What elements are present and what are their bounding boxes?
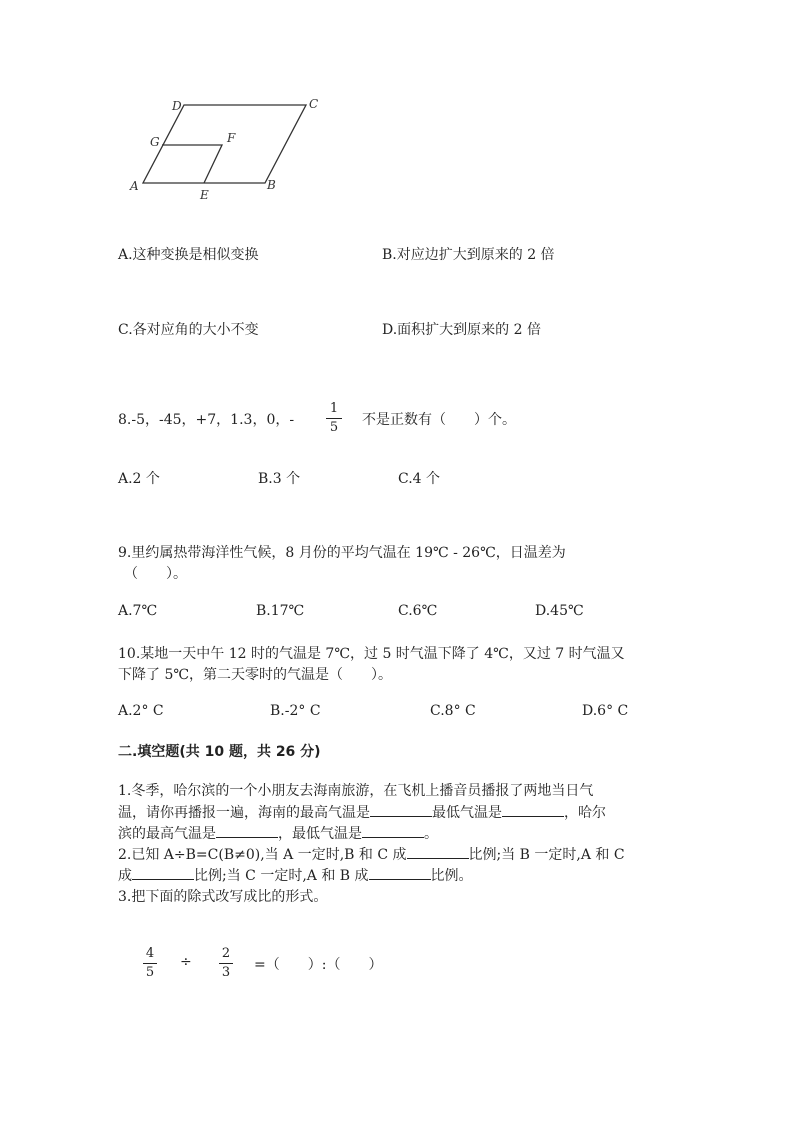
f1-line2 (118, 802, 606, 822)
q8-option-b[interactable]: B.3 个 (258, 471, 301, 487)
q8-frac-numerator: 1 (329, 401, 339, 416)
q10-option-d[interactable]: D.6° C (582, 703, 629, 719)
q10-line1: 10.某地一天中午 12 时的气温是 7℃，过 5 时气温下降了 4℃，又过 7 时气温又 (118, 646, 625, 662)
q9-option-c[interactable]: C.6℃ (398, 603, 438, 619)
f2-line2-text-c: 比例。 (430, 868, 473, 884)
q9-option-a[interactable]: A.7℃ (118, 603, 158, 619)
q8-option-c[interactable]: C.4 个 (398, 471, 441, 487)
f3-divide-sign: ÷ (180, 954, 192, 970)
answer-blank[interactable] (502, 804, 564, 817)
answer-blank[interactable] (362, 825, 424, 838)
f3-frac1-numerator: 4 (145, 946, 155, 961)
f1-line3-text-c: 。 (424, 826, 438, 842)
f3-frac2-denominator: 3 (221, 965, 231, 980)
label-a: A (130, 179, 139, 193)
q7-option-a[interactable]: A.这种变换是相似变换 (118, 247, 259, 263)
q10-option-c[interactable]: C.8° C (430, 703, 476, 719)
q7-option-c[interactable]: C.各对应角的大小不变 (118, 322, 259, 338)
answer-blank[interactable] (370, 804, 432, 817)
label-e: E (200, 188, 209, 202)
parallelogram-abcd (143, 105, 306, 183)
f1-line3-text-a: 滨的最高气温是 (118, 826, 216, 842)
f2-line2-text-b: 比例;当 C 一定时,A 和 B 成 (194, 868, 369, 884)
label-b: B (267, 178, 276, 192)
f1-line1: 1.冬季，哈尔滨的一个小朋友去海南旅游，在飞机上播音员播报了两地当日气 (118, 783, 594, 799)
q9-option-b[interactable]: B.17℃ (256, 603, 305, 619)
answer-blank[interactable] (407, 846, 469, 859)
f1-line3 (118, 823, 438, 843)
parallelogram-aefg (162, 145, 222, 183)
f1-line3-text-b: ，最低气温是 (278, 826, 362, 842)
answer-blank[interactable] (369, 867, 431, 880)
f2-line2-text-a: 成 (118, 868, 132, 884)
f3-fraction-2 (219, 946, 233, 981)
q10-option-b[interactable]: B.-2° C (270, 703, 321, 719)
label-g: G (150, 135, 160, 149)
parallelogram-figure (120, 90, 330, 205)
q10-option-a[interactable]: A.2° C (118, 703, 164, 719)
q8-prefix: 8.-5，-45，+7，1.3，0，- (118, 412, 295, 428)
f1-line2-text-c: ，哈尔 (564, 805, 606, 821)
q8-option-a[interactable]: A.2 个 (118, 471, 160, 487)
q8-suffix: 不是正数有（ ）个。 (362, 412, 516, 428)
f3-frac2-numerator: 2 (221, 946, 231, 961)
q9-line2: （ ）。 (124, 566, 187, 582)
label-c: C (309, 97, 319, 111)
f1-line2-text-a: 温，请你再播报一遍，海南的最高气温是 (118, 805, 370, 821)
f2-line1 (118, 844, 625, 864)
q8-frac-denominator: 5 (329, 420, 339, 435)
f2-line1-text-b: 比例;当 B 一定时,A 和 C (468, 847, 625, 863)
f3-fraction-1 (143, 946, 157, 981)
section-title-fill-in: 二.填空题(共 10 题，共 26 分) (118, 744, 321, 760)
q7-option-b[interactable]: B.对应边扩大到原来的 2 倍 (382, 247, 555, 263)
label-d: D (172, 99, 182, 113)
f2-line2 (118, 865, 473, 885)
answer-blank[interactable] (132, 867, 194, 880)
label-f: F (227, 131, 236, 145)
q9-option-d[interactable]: D.45℃ (535, 603, 584, 619)
q9-line1: 9.里约属热带海洋性气候，8 月份的平均气温在 19℃ - 26℃，日温差为 (118, 545, 566, 561)
q10-line2: 下降了 5℃，第二天零时的气温是（ ）。 (118, 667, 393, 683)
f3-text: 3.把下面的除式改写成比的形式。 (118, 889, 328, 905)
f3-ratio-answer[interactable]: =（ ）:（ ） (254, 957, 383, 973)
q8-fraction (326, 401, 342, 436)
f1-line2-text-b: 最低气温是 (432, 805, 502, 821)
answer-blank[interactable] (216, 825, 278, 838)
q7-option-d[interactable]: D.面积扩大到原来的 2 倍 (382, 322, 541, 338)
f3-frac1-denominator: 5 (145, 965, 155, 980)
f2-line1-text-a: 2.已知 A÷B=C(B≠0),当 A 一定时,B 和 C 成 (118, 847, 407, 863)
